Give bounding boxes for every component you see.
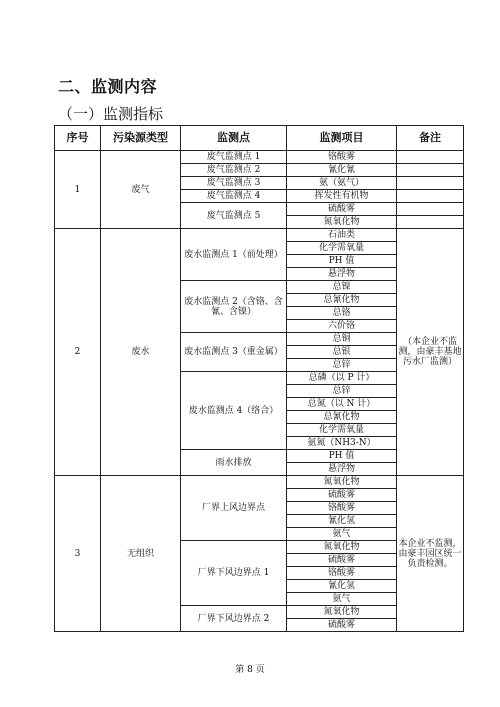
section-title: 二、监测内容 [58, 77, 158, 96]
table-row [55, 476, 464, 489]
monitoring-item: 悬浮物 [287, 463, 397, 476]
monitoring-item: 硫酸雾 [287, 619, 397, 632]
monitoring-item: 氨（氨气） [287, 177, 397, 190]
monitoring-point: 废气监测点 5 [181, 203, 287, 229]
monitoring-point: 厂界下风边界点 1 [181, 541, 287, 606]
header-monitoring-point: 监测点 [181, 126, 287, 151]
monitoring-item: 总氰化物 [287, 411, 397, 424]
monitoring-item: 悬浮物 [287, 268, 397, 281]
monitoring-point: 雨水排放 [181, 450, 287, 476]
monitoring-item: 硫酸雾 [287, 489, 397, 502]
row-number: 3 [55, 476, 101, 632]
remark [397, 177, 464, 190]
monitoring-item: 化学需氧量 [287, 424, 397, 437]
source-type: 废气 [101, 151, 181, 229]
header-source-type: 污染源类型 [101, 126, 181, 151]
monitoring-item: PH 值 [287, 450, 397, 463]
source-type: 无组织 [101, 476, 181, 632]
monitoring-table [54, 125, 464, 632]
monitoring-item: 铬酸雾 [287, 567, 397, 580]
monitoring-point: 废水监测点 1（前处理） [181, 229, 287, 281]
monitoring-item: 总氮（以 N 计） [287, 398, 397, 411]
monitoring-item: 硫酸雾 [287, 203, 397, 216]
remark [397, 151, 464, 164]
monitoring-item: 总锌 [287, 385, 397, 398]
remark: （本企业不监测，由豪丰基地污水厂监测） [397, 229, 464, 476]
monitoring-item: 挥发性有机物 [287, 190, 397, 203]
monitoring-point: 废水监测点 4（络合） [181, 372, 287, 450]
monitoring-item: 氨气 [287, 528, 397, 541]
monitoring-item: 总银 [287, 346, 397, 359]
monitoring-point: 厂界上风边界点 [181, 476, 287, 541]
monitoring-item: 总铬 [287, 307, 397, 320]
monitoring-item: 氰化氢 [287, 515, 397, 528]
row-number: 2 [55, 229, 101, 476]
remark [397, 216, 464, 229]
subsection-title: （一）监测指标 [58, 105, 164, 123]
remark: 本企业不监测，由豪丰园区统一负责检测。 [397, 476, 464, 632]
monitoring-item: 石油类 [287, 229, 397, 242]
monitoring-point: 废气监测点 4 [181, 190, 287, 203]
monitoring-item: 氮氧化物 [287, 606, 397, 619]
monitoring-point: 废气监测点 2 [181, 164, 287, 177]
table-body [55, 151, 464, 632]
monitoring-item: 总氰化物 [287, 294, 397, 307]
row-number: 1 [55, 151, 101, 229]
monitoring-item: 氮氧化物 [287, 541, 397, 554]
monitoring-item: 氮氧化物 [287, 476, 397, 489]
monitoring-item: 硫酸雾 [287, 554, 397, 567]
page-number: 第 8 页 [235, 665, 265, 675]
source-type: 废水 [101, 229, 181, 476]
monitoring-item: 氰化氢 [287, 580, 397, 593]
monitoring-item: 氨氮（NH3-N） [287, 437, 397, 450]
monitoring-item: 铬酸雾 [287, 502, 397, 515]
monitoring-item: 总铜 [287, 333, 397, 346]
monitoring-point: 废气监测点 3 [181, 177, 287, 190]
table-row [55, 229, 464, 242]
header-remark: 备注 [397, 126, 464, 151]
remark [397, 164, 464, 177]
monitoring-point: 厂界下风边界点 2 [181, 606, 287, 632]
monitoring-item: 氰化氰 [287, 164, 397, 177]
header-monitoring-item: 监测项目 [287, 126, 397, 151]
monitoring-item: PH 值 [287, 255, 397, 268]
remark [397, 203, 464, 216]
table-header-row [55, 126, 464, 151]
monitoring-point: 废水监测点 3（重金属） [181, 333, 287, 372]
table-row [55, 151, 464, 164]
monitoring-point: 废气监测点 1 [181, 151, 287, 164]
monitoring-item: 六价铬 [287, 320, 397, 333]
monitoring-item: 总磷（以 P 计） [287, 372, 397, 385]
monitoring-item: 铬酸雾 [287, 151, 397, 164]
monitoring-point: 废水监测点 2（含铬、含氰、含镍） [181, 281, 287, 333]
monitoring-item: 总锌 [287, 359, 397, 372]
monitoring-item: 化学需氧量 [287, 242, 397, 255]
remark [397, 190, 464, 203]
monitoring-item: 总镍 [287, 281, 397, 294]
monitoring-item: 氨气 [287, 593, 397, 606]
monitoring-item: 氮氧化物 [287, 216, 397, 229]
header-no: 序号 [55, 126, 101, 151]
